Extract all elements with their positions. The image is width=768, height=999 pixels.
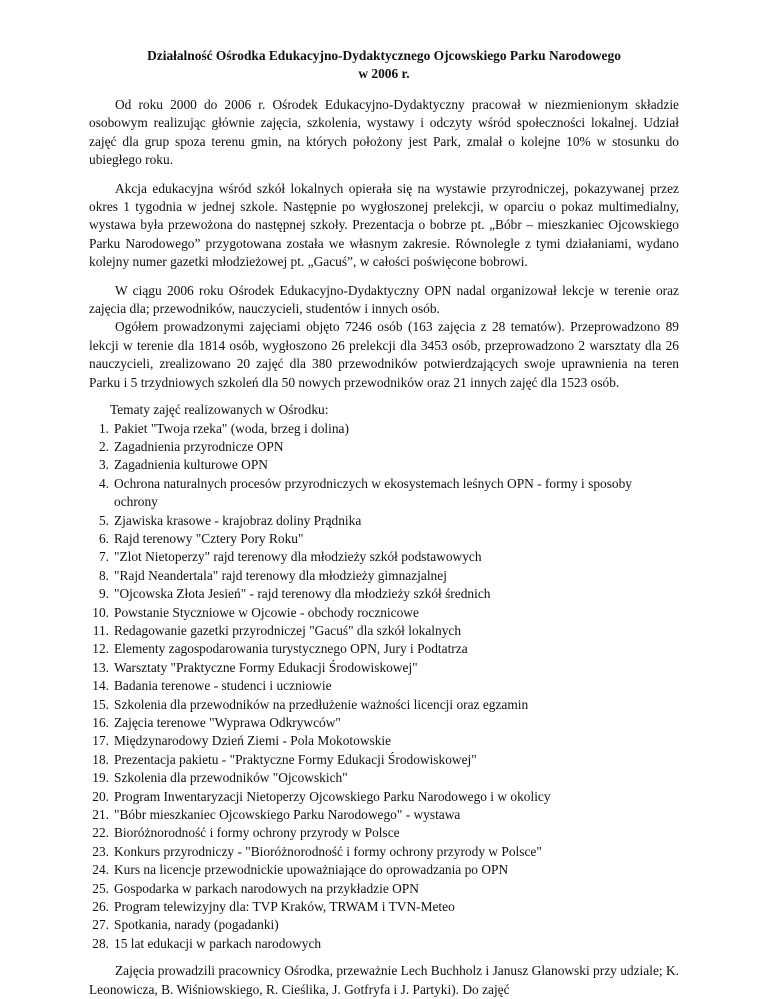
topic-item xyxy=(89,475,679,512)
topic-item xyxy=(89,916,679,934)
topic-item xyxy=(89,714,679,732)
topic-item xyxy=(89,861,679,879)
title-line-2: w 2006 r. xyxy=(358,65,410,81)
topic-text: Ochrona naturalnych procesów przyrodniczych w ekosystemach leśnych OPN - formy i sposoby ochrony xyxy=(114,475,633,510)
document-title xyxy=(89,47,679,82)
topic-item xyxy=(89,769,679,787)
document-page xyxy=(89,47,679,999)
topic-number: 12. xyxy=(92,641,109,657)
topic-item xyxy=(89,420,679,438)
topic-text: Spotkania, narady (pogadanki) xyxy=(114,917,279,933)
topic-number: 10. xyxy=(92,604,109,620)
paragraph-field-lessons: W ciągu 2006 roku Ośrodek Edukacyjno-Dydaktyczny OPN nadal organizował lekcje w terenie oraz zajęcia dla; przewodników, nauczycieli, studentów i innych osób. xyxy=(89,282,679,317)
topic-text: Szkolenia dla przewodników na przedłużenie ważności licencji oraz egzamin xyxy=(114,696,529,712)
topic-number: 20. xyxy=(92,788,109,804)
topic-item xyxy=(89,696,679,714)
topic-number: 14. xyxy=(92,678,109,694)
topic-text: 15 lat edukacji w parkach narodowych xyxy=(114,935,322,951)
topic-text: "Bóbr mieszkaniec Ojcowskiego Parku Narodowego" - wystawa xyxy=(114,807,461,823)
topic-text: Zagadnienia kulturowe OPN xyxy=(114,457,268,473)
topic-number: 16. xyxy=(92,715,109,730)
topic-number: 2. xyxy=(98,438,109,454)
topic-text: Gospodarka w parkach narodowych na przykładzie OPN xyxy=(114,880,419,896)
title-line-1: Działalność Ośrodka Edukacyjno-Dydaktycznego Ojcowskiego Parku Narodowego xyxy=(147,48,621,63)
topic-number: 26. xyxy=(92,899,109,915)
topic-item xyxy=(89,843,679,861)
topics-section xyxy=(89,401,679,953)
topics-list xyxy=(89,420,679,954)
topic-item xyxy=(89,512,679,530)
topic-text: Rajd terenowy "Cztery Pory Roku" xyxy=(114,530,304,546)
topic-text: Pakiet "Twoja rzeka" (woda, brzeg i dolina) xyxy=(114,420,349,436)
paragraph-statistics: Ogółem prowadzonymi zajęciami objęto 7246 osób (163 zajęcia z 28 tematów). Przeprowadzono 89 lekcji w terenie dla 1814 osób, wygłoszono 26 prelekcji dla 3453 osób, przeprowadzono 2 warsztaty dla 26 nauczycieli, zrealizowano 20 zajęć dla 380 przewodników potwierdzających swoje uprawnienia na teren Parku i 5 trzydniowych szkoleń dla 50 nowych przewodników oraz 21 innych zajęć dla 1523 osób. xyxy=(89,319,679,390)
topic-item xyxy=(89,677,679,695)
topic-number: 23. xyxy=(92,843,109,859)
topic-item xyxy=(89,438,679,456)
topic-number: 28. xyxy=(92,935,109,951)
topic-item xyxy=(89,456,679,474)
topic-text: "Ojcowska Złota Jesień" - rajd terenowy dla młodzieży szkół średnich xyxy=(114,586,491,602)
paragraph-closing: Zajęcia prowadzili pracownicy Ośrodka, przeważnie Lech Buchholz i Janusz Glanowski przy udziale; K. Leonowicza, B. Wiśniowskiego, R. Cieślika, J. Gotfryfa i J. Partyki). Do zajęć xyxy=(89,963,679,997)
topic-number: 6. xyxy=(98,530,109,546)
topic-item xyxy=(89,788,679,806)
topic-item xyxy=(89,824,679,842)
topic-text: Program Inwentaryzacji Nietoperzy Ojcowskiego Parku Narodowego i w okolicy xyxy=(114,788,551,804)
topic-number: 1. xyxy=(98,420,109,436)
topic-item xyxy=(89,898,679,916)
topics-heading: Tematy zajęć realizowanych w Ośrodku: xyxy=(110,402,329,418)
topic-number: 27. xyxy=(92,917,109,933)
topic-text: Redagowanie gazetki przyrodniczej "Gacuś" dla szkół lokalnych xyxy=(114,622,462,638)
topic-number: 5. xyxy=(98,512,109,528)
topic-item xyxy=(89,732,679,750)
topic-text: Powstanie Styczniowe w Ojcowie - obchody rocznicowe xyxy=(114,604,419,620)
topic-item xyxy=(89,659,679,677)
topic-number: 4. xyxy=(98,475,109,491)
topic-text: Szkolenia dla przewodników "Ojcowskich" xyxy=(114,770,348,786)
topic-number: 8. xyxy=(98,567,109,583)
topic-text: Program telewizyjny dla: TVP Kraków, TRWAM i TVN-Meteo xyxy=(114,899,455,915)
topic-item xyxy=(89,806,679,824)
topic-item xyxy=(89,548,679,566)
topic-text: Międzynarodowy Dzień Ziemi - Pola Mokotowskie xyxy=(114,733,392,749)
topic-text: Prezentacja pakietu - "Praktyczne Formy Edukacji Środowiskowej" xyxy=(114,751,477,767)
topic-text: Zajęcia terenowe "Wyprawa Odkrywców" xyxy=(114,715,341,730)
topic-text: Zagadnienia przyrodnicze OPN xyxy=(114,438,284,454)
topic-text: "Zlot Nietoperzy" rajd terenowy dla młodzieży szkół podstawowych xyxy=(114,549,482,565)
topic-number: 13. xyxy=(92,659,109,675)
topic-text: "Rajd Neandertala" rajd terenowy dla młodzieży gimnazjalnej xyxy=(114,567,447,583)
topic-text: Bioróżnorodność i formy ochrony przyrody w Polsce xyxy=(114,825,400,841)
topic-number: 15. xyxy=(92,696,109,712)
topic-item xyxy=(89,640,679,658)
topic-number: 24. xyxy=(92,862,109,878)
topic-item xyxy=(89,622,679,640)
topic-item xyxy=(89,751,679,769)
topic-item xyxy=(89,935,679,953)
topic-number: 9. xyxy=(98,586,109,602)
paragraph-school-action: Akcja edukacyjna wśród szkół lokalnych opierała się na wystawie przyrodniczej, pokazywanej przez okres 1 tygodnia w jednej szkole. Następnie po wygłoszonej prelekcji, w oparciu o pokaz multimedialny, wystawa była przewożona do następnej szkoły. Prezentacja o bobrze pt. „Bóbr – mieszkaniec Ojcowskiego Parku Narodowego” przygotowana została we własnym zakresie. Równolegle z tymi działaniami, wydano kolejny numer gazetki młodzieżowej pt. „Gacuś”, w całości poświęcone bobrowi. xyxy=(89,180,679,270)
topic-number: 7. xyxy=(98,549,109,565)
topic-number: 21. xyxy=(92,807,109,823)
topic-number: 19. xyxy=(92,770,109,786)
topic-text: Konkurs przyrodniczy - "Bioróżnorodność i formy ochrony przyrody w Polsce" xyxy=(114,843,542,859)
topic-text: Warsztaty "Praktyczne Formy Edukacji Środowiskowej" xyxy=(114,659,418,675)
topic-item xyxy=(89,567,679,585)
topic-text: Kurs na licencje przewodnickie upoważniające do oprowadzania po OPN xyxy=(114,862,509,878)
topic-number: 22. xyxy=(92,825,109,841)
topic-text: Zjawiska krasowe - krajobraz doliny Prądnika xyxy=(114,512,362,528)
topic-item xyxy=(89,880,679,898)
topic-item xyxy=(89,604,679,622)
topic-text: Elementy zagospodarowania turystycznego OPN, Jury i Podtatrza xyxy=(114,641,468,657)
topic-text: Badania terenowe - studenci i uczniowie xyxy=(114,678,332,694)
topic-number: 18. xyxy=(92,751,109,767)
topic-number: 11. xyxy=(92,622,109,638)
paragraph-intro: Od roku 2000 do 2006 r. Ośrodek Edukacyjno-Dydaktyczny pracował w niezmienionym składzie osobowym realizując głównie zajęcia, szkolenia, wystawy i odczyty wśród społeczności lokalnej. Udział zajęć dla grup spoza terenu gmin, na których położony jest Park, zmalał o kolejne 10% w stosunku do ubiegłego roku. xyxy=(89,97,679,168)
topic-number: 3. xyxy=(98,457,109,473)
topic-number: 17. xyxy=(92,733,109,749)
topic-number: 25. xyxy=(92,880,109,896)
topic-item xyxy=(89,530,679,548)
topic-item xyxy=(89,585,679,603)
